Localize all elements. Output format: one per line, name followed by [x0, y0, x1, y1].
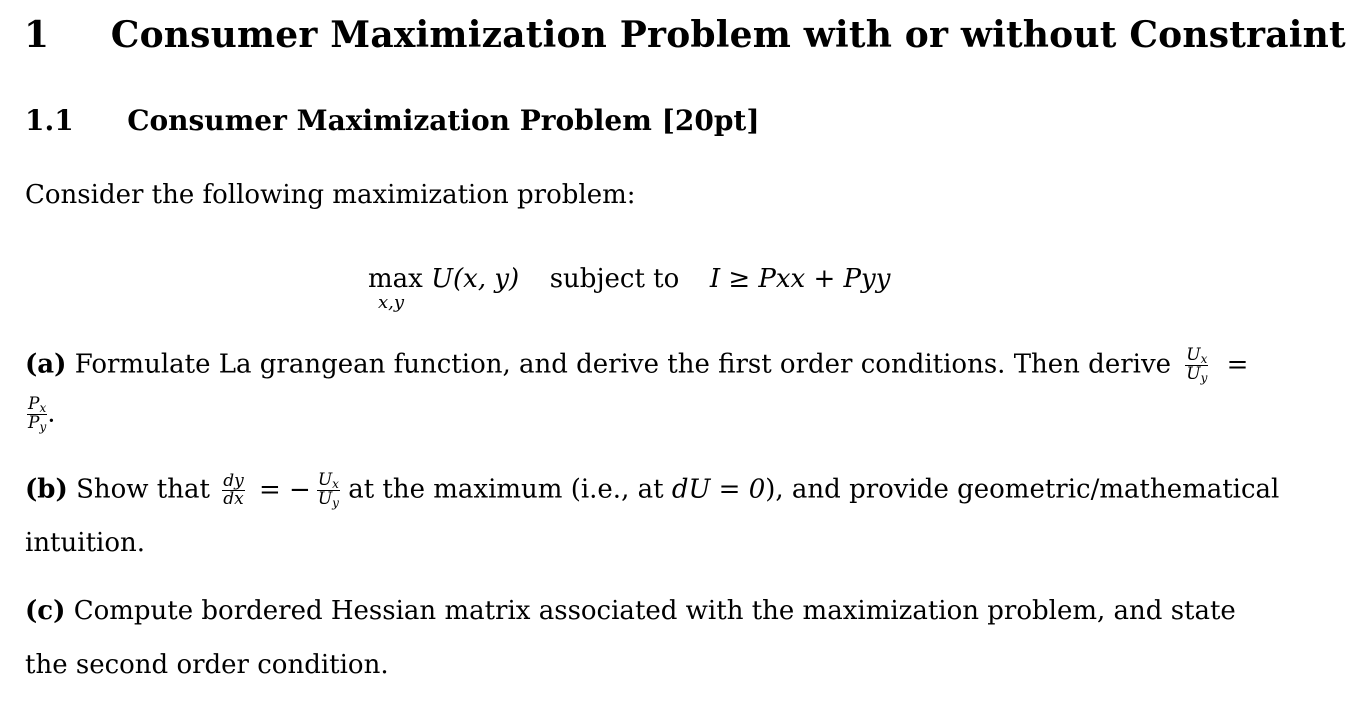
part-b-condition: dU = 0	[671, 474, 766, 505]
part-b-label: (b)	[25, 474, 68, 505]
subsection-number: 1.1	[25, 104, 74, 137]
subsection-title: Consumer Maximization Problem [20pt]	[127, 104, 760, 137]
part-b-text-start: Show that	[76, 474, 210, 505]
subject-to-text: subject to	[549, 264, 680, 294]
section-number: 1	[24, 14, 50, 56]
budget-constraint: I ≥ Pxx + Pyy	[709, 264, 891, 294]
part-b-line2: intuition.	[25, 528, 145, 558]
max-op: max	[368, 264, 423, 294]
section-title: Consumer Maximization Problem with or without Constraint	[110, 14, 1346, 56]
part-b-fraction-lhs: $\frac{dy}{dx}$	[223, 471, 244, 509]
subsection-heading	[25, 104, 760, 137]
part-b-fraction-rhs: $\frac{Ux}{Uy}$	[317, 470, 339, 510]
part-a-line2: $\frac{Px}{Py}$ .	[28, 394, 56, 434]
part-c-text: Compute bordered Hessian matrix associated with the maximization problem, and state	[73, 596, 1236, 626]
part-b-line1: (b) Show that $\frac{dy}{dx}$ = − $\frac{Ux}{Uy}$ at the maximum (i.e., at dU = 0), and provide geometric/mathematical	[25, 470, 1280, 510]
objective-function: U(x, y)	[431, 264, 520, 294]
part-a-text: Formulate La grangean function, and derive the first order conditions. Then derive	[74, 349, 1172, 380]
section-heading	[24, 14, 1346, 56]
part-a-label: (a)	[25, 349, 67, 380]
part-b-text-end: ), and provide geometric/mathematical	[765, 474, 1280, 505]
intro-text: Consider the following maximization problem:	[25, 180, 636, 210]
part-c-line1	[25, 596, 1236, 626]
part-c-line2: the second order condition.	[25, 650, 389, 680]
part-c-label: (c)	[25, 596, 66, 626]
part-b-text-mid: at the maximum (i.e., at	[348, 474, 664, 505]
part-a-fraction-right: $\frac{Px}{Py}$	[28, 394, 47, 434]
max-operator	[368, 264, 423, 313]
display-equation	[368, 264, 891, 313]
part-a-fraction-left: $\frac{Ux}{Uy}$	[1186, 345, 1208, 385]
max-subscript: x,y	[378, 292, 405, 313]
part-a-line1: (a) Formulate La grangean function, and derive the first order conditions. Then derive $\frac{Ux}{Uy}$ =	[25, 345, 1249, 385]
